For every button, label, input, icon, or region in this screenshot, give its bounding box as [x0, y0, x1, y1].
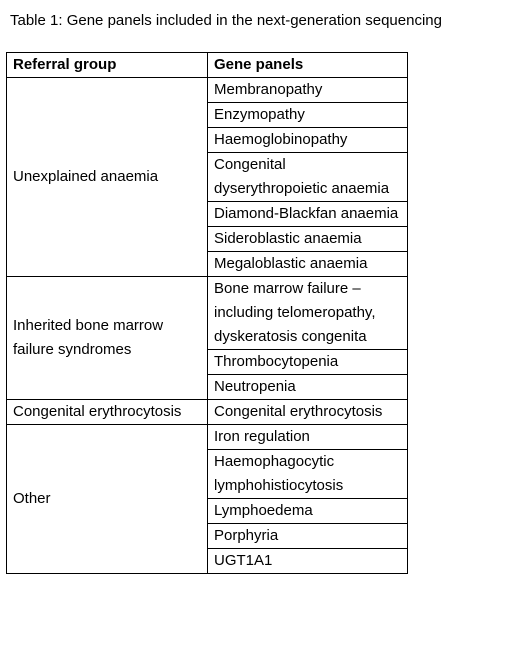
- gene-panel-cell: Membranopathy: [208, 78, 408, 103]
- gene-panel-cell: Congenital dyserythropoietic anaemia: [208, 153, 408, 202]
- referral-group-cell: Congenital erythrocytosis: [7, 400, 208, 425]
- referral-group-cell: Unexplained anaemia: [7, 78, 208, 277]
- table-row: [7, 400, 408, 425]
- gene-panel-cell: Bone marrow failure – including telomeropathy, dyskeratosis congenita: [208, 277, 408, 350]
- gene-panel-cell: Neutropenia: [208, 375, 408, 400]
- gene-panel-cell: Lymphoedema: [208, 499, 408, 524]
- gene-panel-cell: Haemophagocytic lymphohistiocytosis: [208, 450, 408, 499]
- table-caption: Table 1: Gene panels included in the next-generation sequencing: [10, 12, 442, 29]
- gene-panel-cell: Enzymopathy: [208, 103, 408, 128]
- table-row: [7, 425, 408, 450]
- gene-panel-cell: Haemoglobinopathy: [208, 128, 408, 153]
- gene-panel-cell: Megaloblastic anaemia: [208, 252, 408, 277]
- gene-panel-cell: Diamond-Blackfan anaemia: [208, 202, 408, 227]
- table-row: [7, 277, 408, 350]
- referral-group-cell: Other: [7, 425, 208, 574]
- header-gene-panels: Gene panels: [208, 53, 408, 78]
- gene-panel-cell: Sideroblastic anaemia: [208, 227, 408, 252]
- gene-panel-cell: Thrombocytopenia: [208, 350, 408, 375]
- table-header-row: [7, 53, 408, 78]
- referral-group-cell: Inherited bone marrow failure syndromes: [7, 277, 208, 400]
- gene-panel-cell: UGT1A1: [208, 549, 408, 574]
- gene-panels-table: [6, 52, 408, 574]
- gene-panel-cell: Porphyria: [208, 524, 408, 549]
- header-referral-group: Referral group: [7, 53, 208, 78]
- gene-panel-cell: Iron regulation: [208, 425, 408, 450]
- gene-panel-cell: Congenital erythrocytosis: [208, 400, 408, 425]
- table-row: [7, 78, 408, 103]
